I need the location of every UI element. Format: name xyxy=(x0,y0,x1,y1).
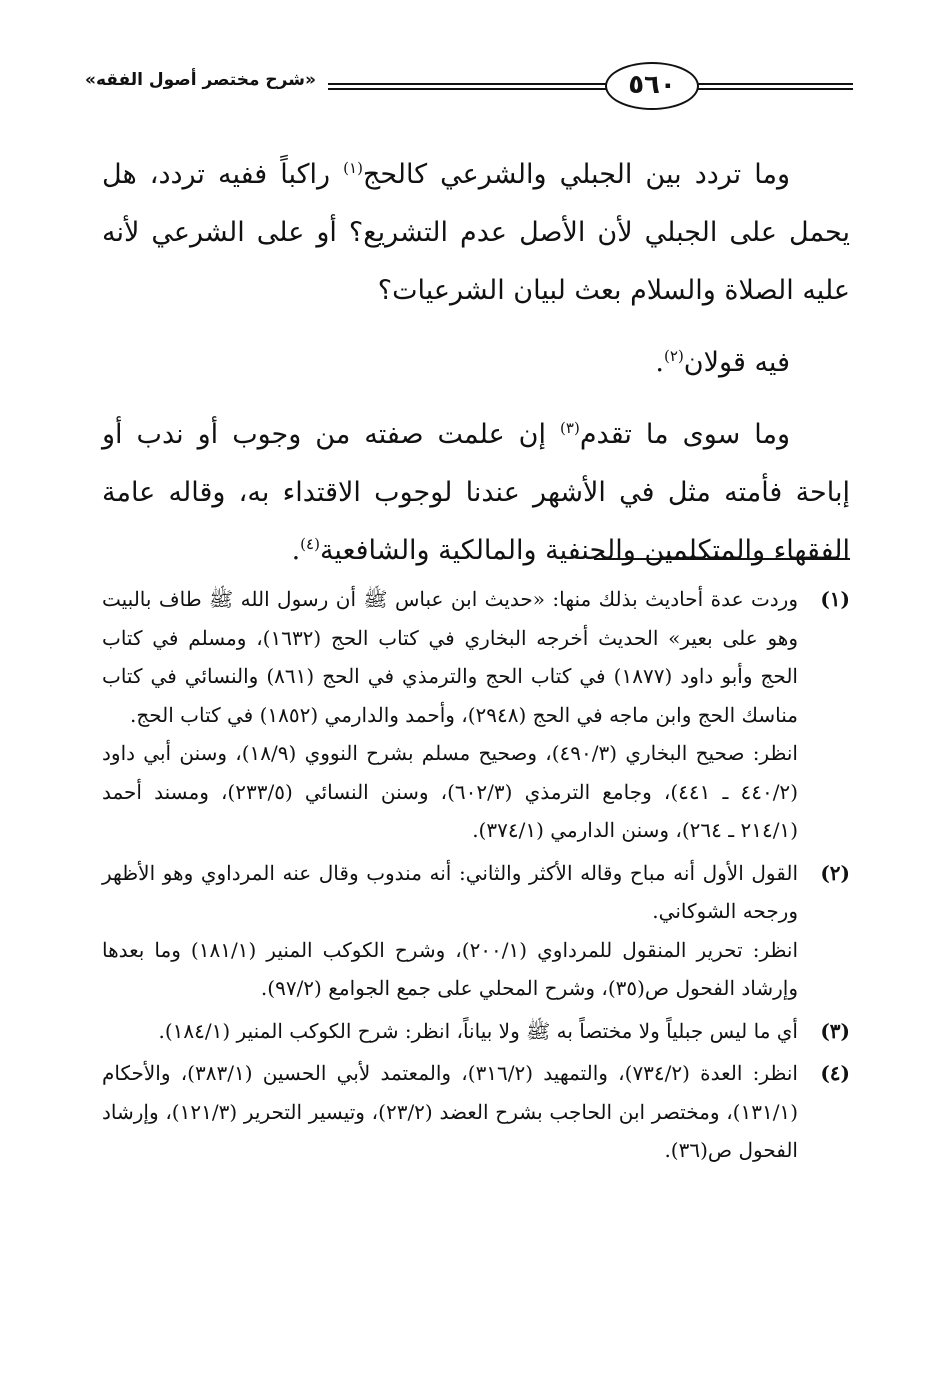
footnote-number: (١) xyxy=(820,587,850,611)
running-title: «شرح مختصر أصول الفقه» xyxy=(85,70,316,90)
footnote-ref-2: (٢) xyxy=(664,347,684,365)
paragraph-3-text-cont: إن علمت صفته من وجوب أو ندب أو إباحة فأمته مثل في الأشهر عندنا لوجوب الاقتداء به، وقاله عامة الفقهاء والمتكلمين والحنفية والمالكية والشافعية xyxy=(102,419,850,566)
main-text xyxy=(102,146,850,594)
footnote-3 xyxy=(102,1012,850,1051)
footnote-number: (٤) xyxy=(820,1061,850,1085)
footnote-references: انظر: صحيح البخاري (٤٩٠/٣)، وصحيح مسلم بشرح النووي (١٨/٩)، وسنن أبي داود (٤٤٠/٢ ـ ٤٤١)، وجامع الترمذي (٦٠٢/٣)، وسنن النسائي (٢٣٣/٥)، ومسند أحمد (٢١٤/١ ـ ٢٦٤)، وسنن الدارمي (٣٧٤/١). xyxy=(102,741,798,842)
paragraph-1-text-cont: راكباً ففيه تردد، هل يحمل على الجبلي لأن الأصل عدم التشريع؟ أو على الشرعي لأنه عليه الصلاة والسلام بعث لبيان الشرعيات؟ xyxy=(102,159,850,306)
footnotes xyxy=(102,580,850,1174)
paragraph-2-end: . xyxy=(655,347,665,378)
paragraph-1 xyxy=(102,146,850,320)
footnote-ref-3: (٣) xyxy=(560,419,580,437)
footnote-text: أي ما ليس جبلياً ولا مختصاً به ﷺ ولا بياناً، انظر: شرح الكوكب المنير (١٨٤/١). xyxy=(158,1018,798,1043)
header-rule-right xyxy=(698,83,853,90)
footnote-1 xyxy=(102,580,850,850)
footnote-ref-1: (١) xyxy=(343,159,363,177)
footnote-number: (٢) xyxy=(820,860,850,885)
footnote-text: القول الأول أنه مباح وقاله الأكثر والثاني: أنه مندوب وقال عنه المرداوي وهو الأظهر ورجحه الشوكاني. xyxy=(102,860,798,923)
footnote-text: انظر: العدة (٧٣٤/٢)، والتمهيد (٣١٦/٢)، والمعتمد لأبي الحسين (٣٨٣/١)، والأحكام (١٣١/١)، ومختصر ابن الحاجب بشرح العضد (٢٣/٢)، وتيسير التحرير (١٢١/٣)، وإرشاد الفحول ص(٣٦). xyxy=(102,1061,798,1162)
paragraph-1-text: وما تردد بين الجبلي والشرعي كالحج xyxy=(362,159,790,190)
paragraph-3 xyxy=(102,406,850,580)
header-rule-left xyxy=(328,83,608,90)
paragraph-3-end: . xyxy=(291,535,301,566)
footnote-text: وردت عدة أحاديث بذلك منها: «حديث ابن عباس ﷺ أن رسول الله ﷺ طاف بالبيت وهو على بعير» الحديث أخرجه البخاري في كتاب الحج (١٦٣٢)، ومسلم في كتاب الحج وأبو داود (١٨٧٧) في كتاب الحج والترمذي في الحج (٨٦١) والنسائي في كتاب مناسك الحج وابن ماجه في الحج (٢٩٤٨)، وأحمد والدارمي (١٨٥٢) في كتاب الحج. xyxy=(102,587,798,727)
footnote-number: (٣) xyxy=(820,1018,850,1043)
page-number: ٥٦٠ xyxy=(605,62,699,110)
footnote-4 xyxy=(102,1054,850,1170)
footnote-references: انظر: تحرير المنقول للمرداوي (٢٠٠/١)، وشرح الكوكب المنير (١٨١/١) وما بعدها وإرشاد الفحول ص(٣٥)، وشرح المحلي على جمع الجوامع (٩٧/٢). xyxy=(102,937,799,1000)
footnote-2 xyxy=(102,854,850,1008)
paragraph-3-text: وما سوى ما تقدم xyxy=(579,419,791,450)
footnote-separator xyxy=(594,558,850,560)
paragraph-2 xyxy=(102,334,850,392)
footnote-ref-4: (٤) xyxy=(300,535,320,553)
paragraph-2-text: فيه قولان xyxy=(683,347,790,378)
